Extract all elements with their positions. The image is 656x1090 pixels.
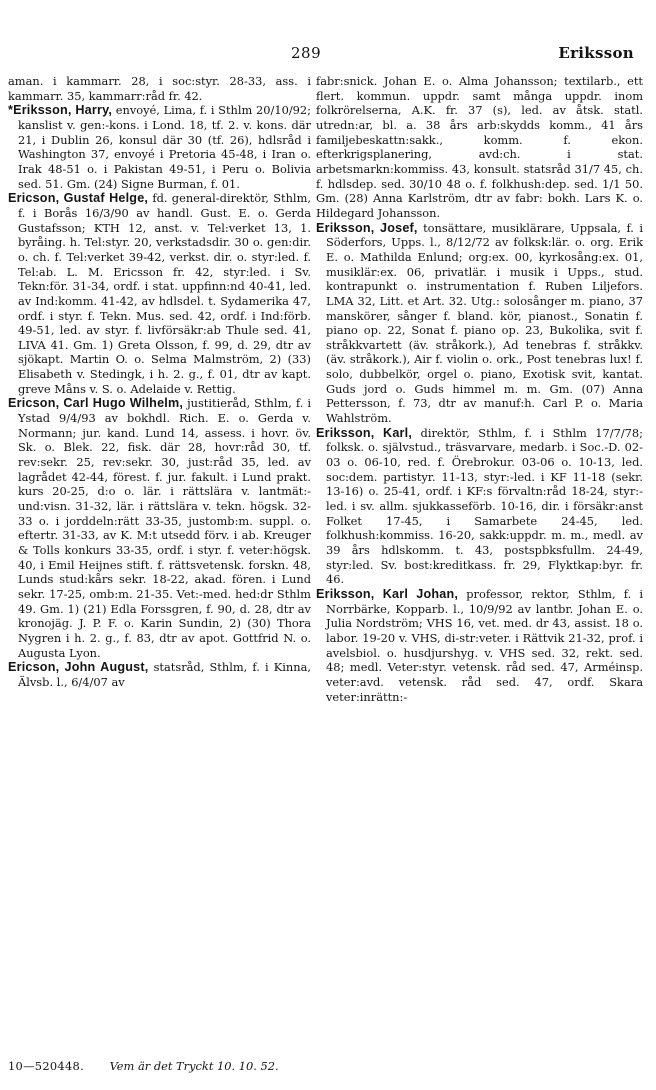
biography-entry — [316, 221, 643, 426]
biography-entry — [8, 74, 311, 103]
page-number: 289 — [291, 44, 322, 62]
entry-text: fd. general-direktör, Sthlm, f. i Borås 16/3/90 av handl. Gust. E. o. Gerda Gustafsson; KTH 12, anst. v. Tel:verket 13, 1. byråing. h. Tel:styr. 20, verkstadsdir. 30 o. gen:dir. o. ch. f. Tel:verket 39-42, verkst. dir. o. styr:led. f. Tel:ab. L. M. Ericsson fr. 42, styr:led. i Sv. Tekn:för. 31-34, ordf. i stat. uppfinn:nd 40-41, led. av Ind:komm. 41-42, av hdlsdel. t. Sydamerika 47, ordf. i styr. f. Tekn. Mus. sed. 42, ordf. i Ind:förb. 49-51, led. av styr. f. livförsäkr:ab Thule sed. 41, LIVA 41. Gm. 1) Greta Olsson, f. 99, d. 29, dtr av sjökapt. Martin O. o. Selma Malmström, 2) (33) Elisabeth v. Stedingk, i h. 2. g., f. 01, dtr av kapt. greve Måns v. S. o. Adelaide v. Rettig. — [18, 191, 311, 396]
running-title: Eriksson — [558, 44, 634, 62]
print-note: Vem är det Tryckt 10. 10. 52. — [109, 1059, 279, 1073]
biography-entry — [8, 191, 311, 396]
entry-headword: Ericson, Gustaf Helge, — [8, 191, 149, 206]
entry-text: envoyé, Lima, f. i Sthlm 20/10/92; kanslist v. gen:-kons. i Lond. 18, tf. 2. v. kons. där 21, i Dublin 26, konsul där 30 (tf. 26), hdlsråd i Washington 37, envoyé i Pretoria 45-48, i Iran o. Irak 48-51 o. i Pakistan 49-51, i Peru o. Bolivia sed. 51. Gm. (24) Signe Burman, f. 01. — [18, 103, 312, 191]
page-header — [0, 44, 656, 68]
biography-entry — [8, 396, 311, 660]
entry-headword: Eriksson, Josef, — [316, 220, 418, 235]
biography-entry — [316, 587, 643, 704]
entry-text: tonsättare, musiklärare, Uppsala, f. i Söderfors, Upps. l., 8/12/72 av folksk:lär. o. org. Erik E. o. Mathilda Enlund; org:ex. 00, kyrkosång:ex. 01, musiklär:ex. 06, privatlär. i musik i Upps., stud. kontrapunkt o. instrumentation f. Ruben Liljefors. LMA 32, Litt. et Art. 32. Utg.: solosånger m. piano, 37 manskörer, sånger f. bland. kör, pianost., Sonatin f. piano op. 22, Sonat f. piano op. 23, Bukolika, svit f. stråkkvartett (äv. stråkork.), Ad tenebras f. stråkkv. (äv. stråkork.), Air f. violin o. ork., Post tenebras lux! f. solo, dubbelkör, orgel o. piano, Exotisk svit, kantat. Guds jord o. Guds himmel m. m. Gm. (07) Anna Pettersson, f. 73, dtr av manuf:h. Carl P. o. Maria Wahlström. — [326, 220, 643, 426]
entry-headword: Eriksson, Karl, — [316, 425, 413, 440]
biography-entry — [8, 103, 311, 191]
entry-text: aman. i kammarr. 28, i soc:styr. 28-33, ass. i kammarr. 35, kammarr:råd fr. 42. — [8, 74, 311, 103]
entry-headword: *Eriksson, Harry, — [8, 103, 113, 118]
entry-text: fabr:snick. Johan E. o. Alma Johansson; textilarb., ett flert. kommun. uppdr. samt många uppdr. inom folkrörelserna, A.K. fr. 37 (s), led. av åtsk. statl. utredn:ar, bl. a. 38 års arb:skydds komm., 41 års familjebeskattn:sakk., komm. f. ekon. efterkrigsplanering, avd:ch. i stat. arbetsmarkn:kommiss. 43, konsult. statsråd 31/7 45, ch. f. hdlsdep. sed. 30/10 48 o. f. folkhush:dep. sed. 1/1 50. Gm. (28) Anna Karlström, dtr av fabr: bokh. Lars K. o. Hildegard Johansson. — [316, 74, 643, 220]
printer-sheet-id: 10—520448. — [8, 1059, 84, 1073]
biography-entry — [8, 660, 311, 689]
entry-headword: Eriksson, Karl Johan, — [316, 586, 459, 601]
entry-text: statsråd, Sthlm, f. i Kinna, Älvsb. l., 6/4/07 av — [18, 660, 312, 689]
entry-text: direktör, Sthlm, f. i Sthlm 17/7/78; folksk. o. självstud., träsvarvare, medarb. i Soc.-D. 02-03 o. 06-10, red. f. Örebrokur. 03-06 o. 10-13, led. soc:dem. partistyr. 11-13, styr:-led. i KF 11-18 (sekr. 13-16) o. 25-41, ordf. i KF:s förvaltn:råd 18-24, styr:-led. i sv. allm. sjukkasseförb. 10-16, dir. i försäkr:anst Folket 17-45, i Samarbete 24-45, led. folkhush:kommiss. 16-20, sakk:uppdr. m. m., medl. av 39 års hdlskomm. t. 43, postspbksfullm. 24-49, styr:led. Sv. bost:kreditkass. fr. 29, Flyktkap:byr. fr. 46. — [326, 425, 643, 587]
page-footer — [8, 1059, 638, 1073]
entry-headword: Ericson, John August, — [8, 660, 149, 675]
right-column — [316, 74, 643, 704]
biography-entry — [316, 426, 643, 587]
entry-headword: Ericson, Carl Hugo Wilhelm, — [8, 396, 184, 411]
biography-entry — [316, 74, 643, 221]
entry-text: justitieråd, Sthlm, f. i Ystad 9/4/93 av bokhdl. Rich. E. o. Gerda v. Normann; jur. kand. Lund 14, assess. i hovr. öv. Sk. o. Blek. 22, fisk. där 28, hovr:råd 30, tf. rev:sekr. 25, rev:sekr. 30, just:råd 35, led. av lagrådet 42-44, förest. f. jur. fakult. i Lund prakt. kurs 20-25, d:o o. lär. i rättslära v. lantmät:-und:visn. 31-32, lär. i rättslära v. tekn. högsk. 32-33 o. i jorddeln:rätt 33-35, justomb:m. suppl. o. eftertr. 31-33, av K. M:t utsedd förv. i ab. Kreuger & Tolls konkurs 33-35, ordf. i styr. f. veter:högsk. 40, i Emil Heijnes stift. f. rättsvetensk. forskn. 48, Lunds stud:kårs sekr. 18-22, akad. fören. i Lund sekr. 17-25, omb:m. 21-35. Vet:-med. hed:dr Sthlm 49. Gm. 1) (21) Edla Forssgren, f. 90, d. 28, dtr av kronojäg. J. P. F. o. Karin Sundin, 2) (30) Thora Nygren i h. 2. g., f. 83, dtr av apot. Gottfrid N. o. Augusta Lyon. — [18, 396, 311, 660]
left-column — [8, 74, 311, 690]
entry-text: professor, rektor, Sthlm, f. i Norrbärke, Kopparb. l., 10/9/92 av lantbr. Johan E. o. Julia Nordström; VHS 16, vet. med. dr 43, assist. 18 o. labor. 19-20 v. VHS, di-str:veter. i Rättvik 21-32, prof. i avelsbiol. o. husdjurshyg. v. VHS sed. 32, rekt. sed. 48; medl. Veter:styr. vetensk. råd sed. 47, Arméinsp. veter:avd. vetensk. råd sed. 47, ordf. Skara veter:inrättn:- — [326, 586, 643, 704]
